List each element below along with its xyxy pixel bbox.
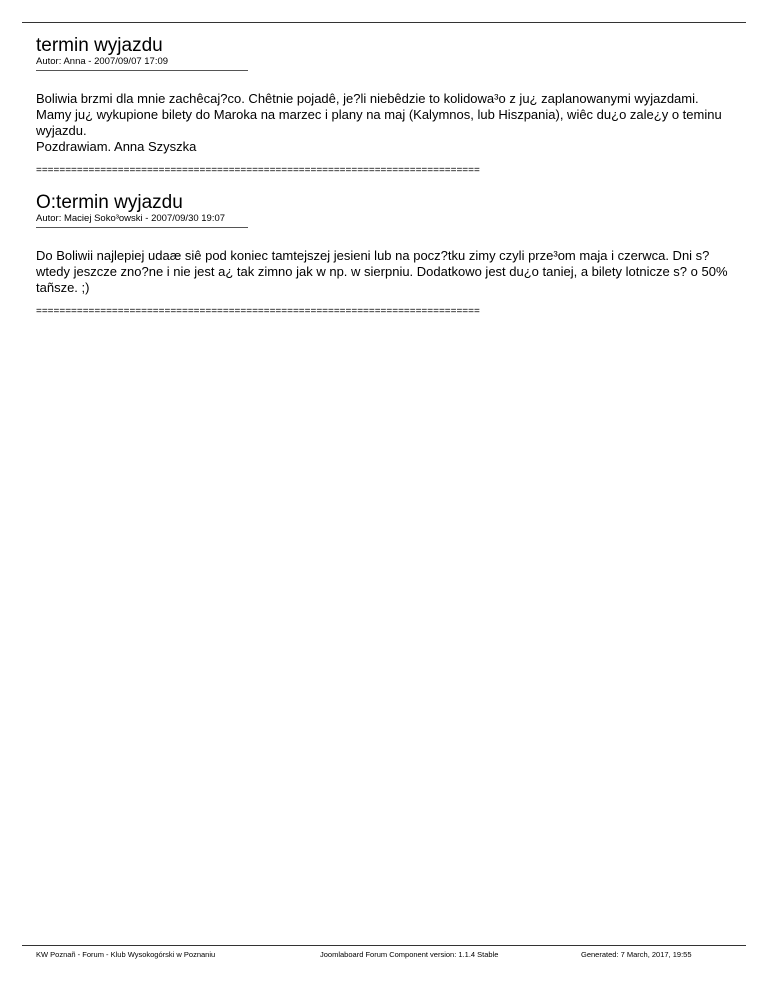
post-paragraph: Boliwia brzmi dla mnie zachêcaj?co. Chêtnie pojadê, je?li niebêdzie to kolidowa³o z ju¿ zaplanowanymi wyjazdami. Mamy ju¿ wykupione bilety do Maroka na marzec i plany na maj (Kalymnos, lub Hiszpania), wiêc du¿o zale¿y o teminu wyjazdu. <box>36 91 722 138</box>
post-meta: Autor: Anna - 2007/09/07 17:09 <box>36 56 169 67</box>
meta-divider <box>36 227 248 228</box>
meta-divider <box>36 70 248 71</box>
post-title: termin wyjazdu <box>36 35 163 56</box>
bottom-rule <box>22 945 746 946</box>
post-body <box>36 248 736 296</box>
post-paragraph: Pozdrawiam. Anna Szyszka <box>36 139 197 154</box>
footer-generated-date: Generated: 7 March, 2017, 19:55 <box>581 950 692 959</box>
forum-post <box>36 193 736 318</box>
post-meta: Autor: Maciej Soko³owski - 2007/09/30 19:07 <box>36 213 226 224</box>
forum-post <box>36 36 736 177</box>
post-paragraph: Do Boliwii najlepiej udaæ siê pod koniec tamtejszej jesieni lub na pocz?tku zimy czyli prze³om maja i czerwca. Dni s? wtedy jeszcze zno?ne i nie jest a¿ tak zimno jak w np. w sierpniu. Dodatkowo jest du¿o taniej, a bilety lotnicze s? o 50% tañsze. ;) <box>36 248 728 295</box>
post-title: O:termin wyjazdu <box>36 192 183 213</box>
top-rule <box>22 22 746 23</box>
post-body <box>36 91 736 155</box>
post-separator: ============================================================================ <box>36 306 480 317</box>
footer-component-version: Joomlaboard Forum Component version: 1.1.4 Stable <box>320 950 499 959</box>
footer-site-name: KW Poznañ - Forum - Klub Wysokogórski w Poznaniu <box>36 950 216 959</box>
post-separator: ============================================================================ <box>36 165 480 176</box>
